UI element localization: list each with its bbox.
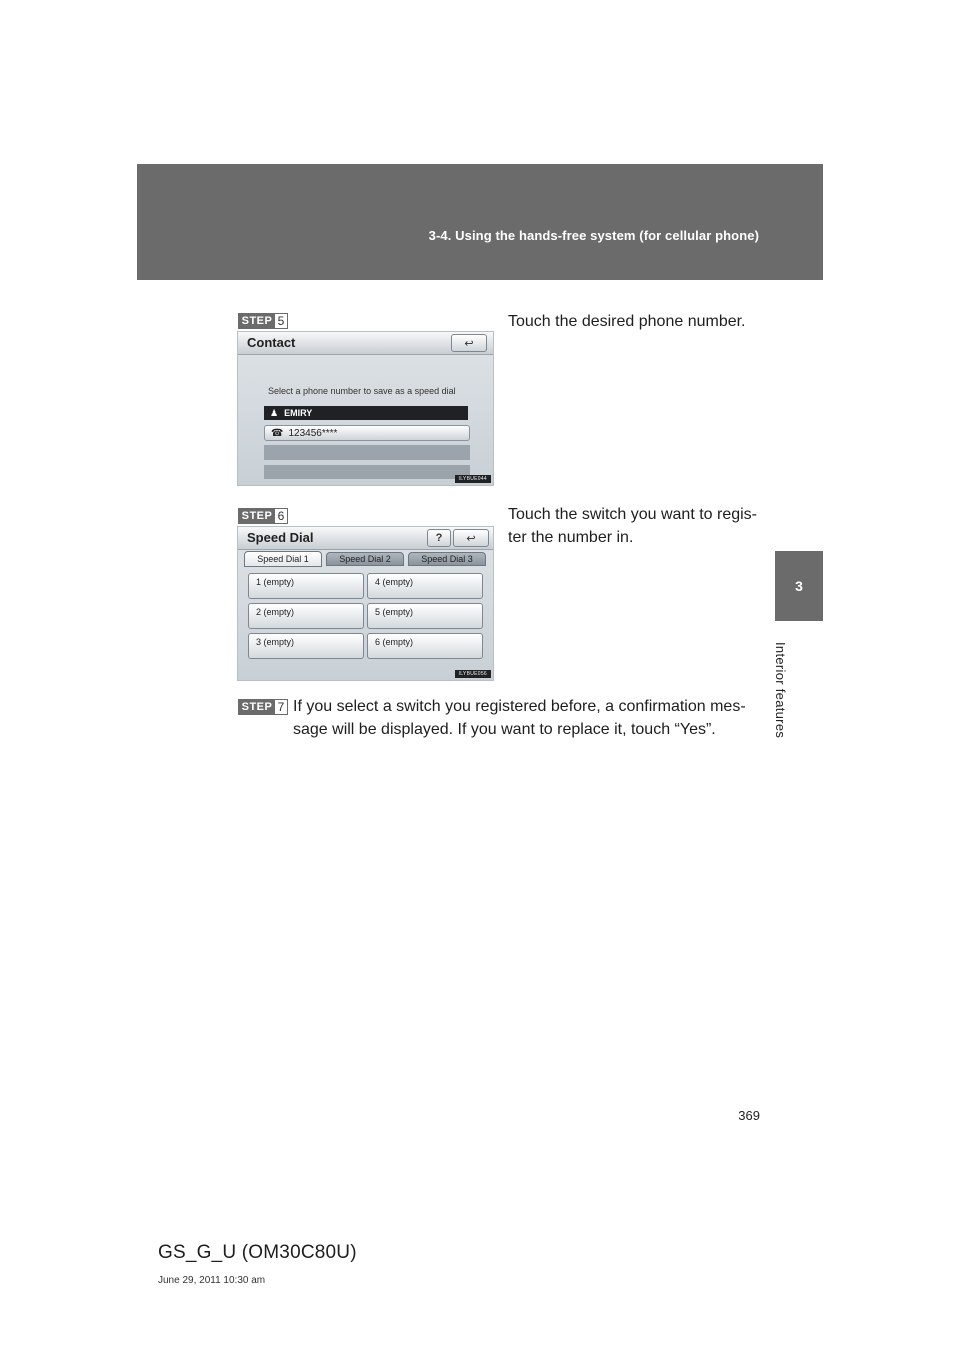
back-arrow-icon: ↩ [466,532,476,545]
back-button[interactable] [453,529,489,547]
step-6-text: Touch the switch you want to regis-ter the number in. [508,506,758,546]
speed-dial-title-bar [238,527,493,550]
image-code: ILYBUE056 [455,670,491,678]
person-icon: ♟ [270,407,279,418]
section-title: 3-4. Using the hands-free system (for cellular phone) [428,228,759,243]
chapter-number-tab: 3 [775,551,823,621]
footer-model: GS_G_U (OM30C80U) [158,1242,357,1263]
footer-date: June 29, 2011 10:30 am [158,1275,266,1286]
speed-dial-button-4[interactable]: 4 (empty) [367,573,483,599]
chapter-label: Interior features [773,642,788,739]
step-6-badge: STEP 6 [238,508,288,524]
phone-number-button[interactable]: ☎ 123456**** [264,425,470,441]
section-header [137,164,823,280]
tab-speed-dial-1[interactable]: Speed Dial 1 [244,551,322,567]
question-icon: ? [435,532,443,544]
contact-screen [237,331,494,486]
empty-row [264,445,470,460]
speed-dial-screen [237,526,494,681]
step-5-badge: STEP 5 [238,313,288,329]
image-code: ILYBUE044 [455,475,491,483]
phone-icon: ☎ [271,427,284,439]
contact-instruction: Select a phone number to save as a speed dial [268,386,456,396]
contact-title: Contact [247,335,296,350]
tab-speed-dial-2[interactable]: Speed Dial 2 [326,552,404,566]
speed-dial-tabs [242,551,489,567]
speed-dial-title: Speed Dial [247,530,314,545]
back-button[interactable] [451,334,487,352]
contact-name-row: ♟ EMIRY [264,406,468,420]
help-button[interactable] [427,529,451,547]
tab-speed-dial-3[interactable]: Speed Dial 3 [408,552,486,566]
page-number: 369 [738,1108,760,1123]
speed-dial-button-3[interactable]: 3 (empty) [248,633,364,659]
speed-dial-button-2[interactable]: 2 (empty) [248,603,364,629]
speed-dial-button-5[interactable]: 5 (empty) [367,603,483,629]
step-7-text-line-2: sage will be displayed. If you want to replace it, touch “Yes”. [293,721,716,738]
speed-dial-button-1[interactable]: 1 (empty) [248,573,364,599]
speed-dial-button-6[interactable]: 6 (empty) [367,633,483,659]
contact-title-bar [238,332,493,355]
empty-row [264,465,470,479]
back-arrow-icon: ↩ [464,337,474,350]
step-7-badge: STEP 7 [238,699,288,715]
step-5-text: Touch the desired phone number. [508,313,746,330]
step-7-text-line-1: If you select a switch you registered before, a confirmation mes- [293,698,746,715]
